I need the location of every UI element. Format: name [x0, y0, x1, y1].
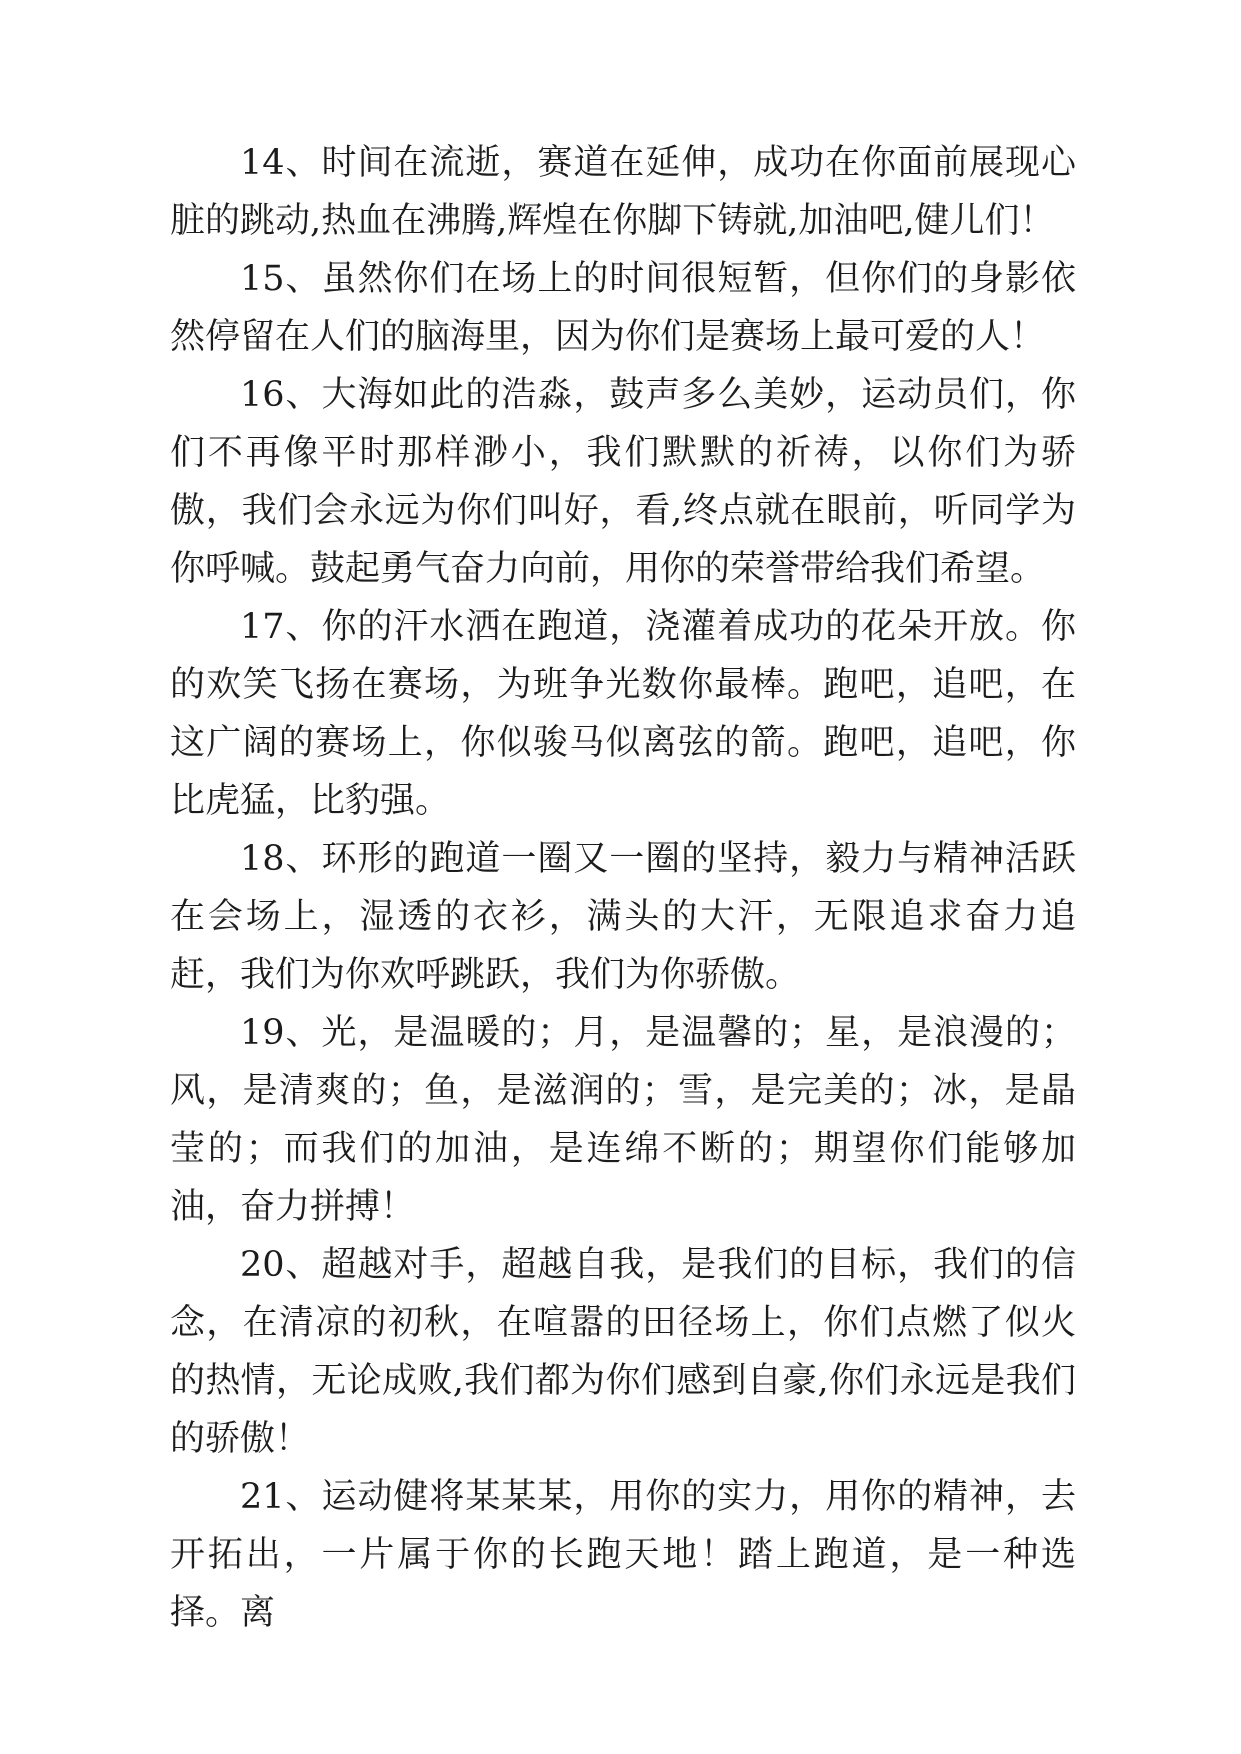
paragraph-21: 21、运动健将某某某，用你的实力，用你的精神，去开拓出，一片属于你的长跑天地！踏上跑道，是一种选择。离 — [170, 1477, 1076, 1633]
paragraph-15: 15、虽然你们在场上的时间很短暂，但你们的身影依然停留在人们的脑海里，因为你们是赛场上最可爱的人！ — [170, 259, 1076, 357]
document-body-text — [170, 134, 1076, 1642]
paragraph-16: 16、大海如此的浩淼，鼓声多么美妙，运动员们，你们不再像平时那样渺小，我们默默的祈祷，以你们为骄傲，我们会永远为你们叫好，看,终点就在眼前，听同学为你呼喊。鼓起勇气奋力向前，用你的荣誉带给我们希望。 — [170, 375, 1076, 589]
paragraph-14: 14、时间在流逝，赛道在延伸，成功在你面前展现心脏的跳动,热血在沸腾,辉煌在你脚下铸就,加油吧,健儿们！ — [170, 143, 1076, 241]
paragraph-17: 17、你的汗水洒在跑道，浇灌着成功的花朵开放。你的欢笑飞扬在赛场，为班争光数你最棒。跑吧，追吧，在这广阔的赛场上，你似骏马似离弦的箭。跑吧，追吧，你比虎猛，比豹强。 — [170, 607, 1076, 821]
paragraph-19: 19、光，是温暖的；月，是温馨的；星，是浪漫的；风，是清爽的；鱼，是滋润的；雪，是完美的；冰，是晶莹的；而我们的加油，是连绵不断的；期望你们能够加油，奋力拼搏！ — [170, 1013, 1076, 1227]
paragraph-20: 20、超越对手，超越自我，是我们的目标，我们的信念，在清凉的初秋，在喧嚣的田径场上，你们点燃了似火的热情，无论成败,我们都为你们感到自豪,你们永远是我们的骄傲！ — [170, 1245, 1076, 1459]
paragraph-18: 18、环形的跑道一圈又一圈的坚持，毅力与精神活跃在会场上，湿透的衣衫，满头的大汗，无限追求奋力追赶，我们为你欢呼跳跃，我们为你骄傲。 — [170, 839, 1076, 995]
